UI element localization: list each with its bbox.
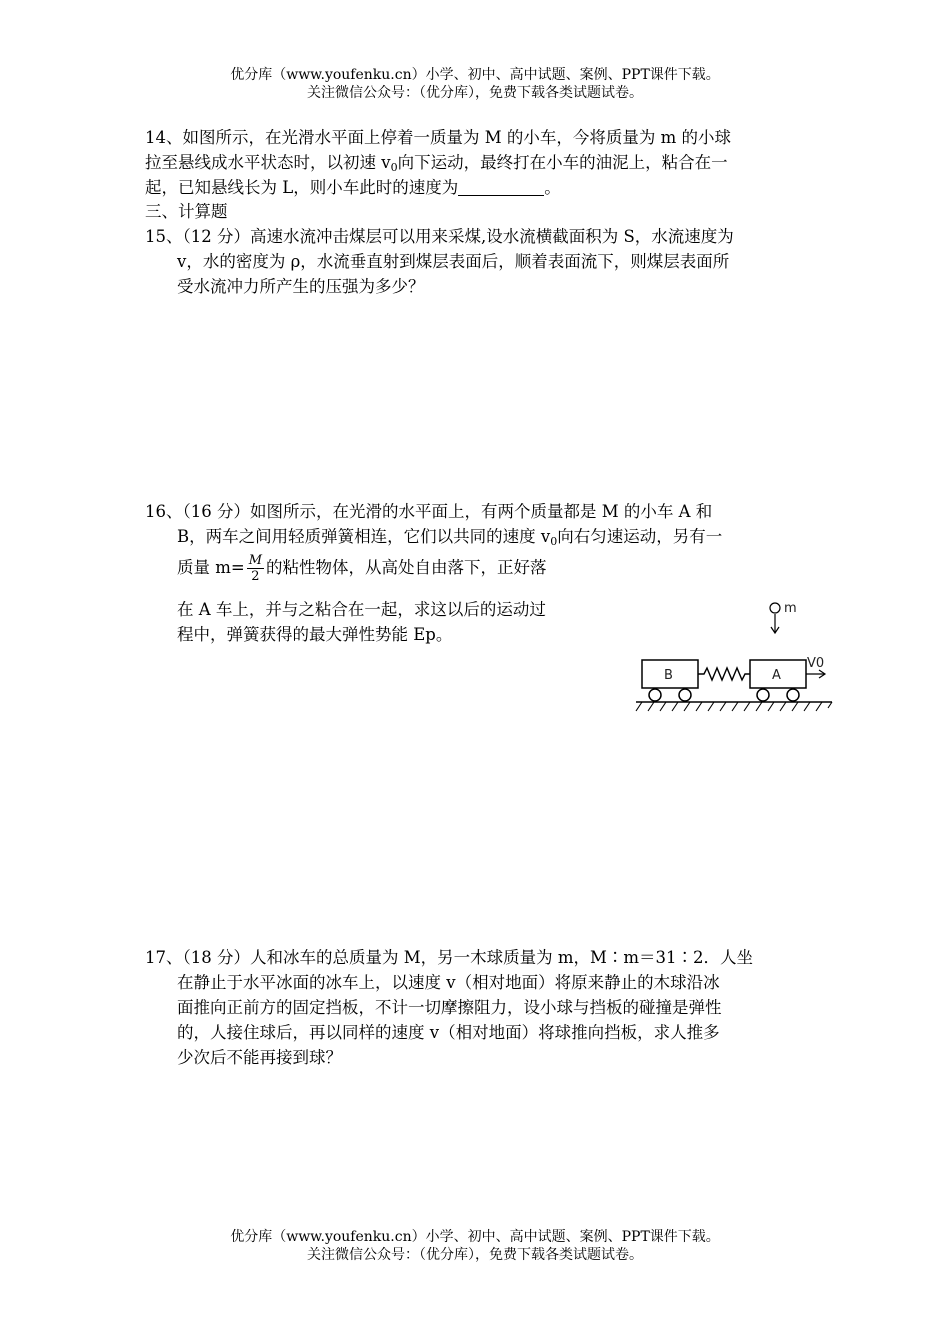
cart-b-label: B — [664, 668, 673, 683]
q14-line-2-text-a: 拉至悬线成水平状态时，以初速 v — [145, 153, 391, 172]
q16-line-3-text-a: 质量 m= — [177, 558, 245, 577]
q14-line-1: 14、如图所示，在光滑水平面上停着一质量为 M 的小车，今将质量为 m 的小球 — [145, 128, 732, 147]
q17-line-4: 的，人接住球后，再以同样的速度 v（相对地面）将球推向挡板，求人推多 — [177, 1023, 720, 1042]
page-header — [0, 66, 950, 102]
q16-line-3-text-b: 的粘性物体，从高处自由落下，正好落 — [266, 558, 547, 577]
q14-line-3 — [145, 176, 561, 200]
q17-line-3: 面推向正前方的固定挡板，不计一切摩擦阻力，设小球与挡板的碰撞是弹性 — [177, 998, 722, 1017]
q15-line-2: v，水的密度为 ρ，水流垂直射到煤层表面后，顺着表面流下，则煤层表面所 — [177, 252, 730, 271]
q17-line-1: 17、（18 分）人和冰车的总质量为 M，另一木球质量为 m，M∶m＝31∶2．人坐 — [145, 948, 754, 967]
q14-line-2-text-b: 向下运动，最终打在小车的油泥上，粘合在一 — [397, 153, 728, 172]
cart-b-wheel-right — [679, 689, 691, 701]
section-title: 三、计算题 — [145, 202, 228, 221]
ground-hatching — [636, 702, 832, 711]
q16-line-3 — [177, 553, 547, 584]
footer-line-1: 优分库（www.youfenku.cn）小学、初中、高中试题、案例、PPT课件下载。 — [230, 1229, 720, 1245]
q16-line-4: 在 A 车上，并与之粘合在一起，求这以后的运动过 — [177, 600, 546, 619]
q14-line-3-text: 起，已知悬线长为 L，则小车此时的速度为 — [145, 178, 459, 197]
velocity-label: V0 — [807, 656, 825, 671]
q16-line-1: 16、（16 分）如图所示，在光滑的水平面上，有两个质量都是 M 的小车 A 和 — [145, 502, 713, 521]
q15-line-3: 受水流冲力所产生的压强为多少？ — [177, 277, 425, 296]
q16-subscript-0: 0 — [550, 535, 558, 548]
q15-line-1: 15、（12 分）高速水流冲击煤层可以用来采煤,设水流横截面积为 S，水流速度为 — [145, 227, 734, 246]
cart-spring-figure — [632, 595, 837, 720]
cart-a-wheel-right — [787, 689, 799, 701]
mass-label: m — [784, 601, 797, 616]
q16-line-2 — [177, 525, 722, 554]
cart-b-wheel-left — [649, 689, 661, 701]
fraction-numerator: M — [248, 553, 263, 568]
header-line-1: 优分库（www.youfenku.cn）小学、初中、高中试题、案例、PPT课件下载。 — [230, 67, 720, 83]
answer-blank[interactable] — [458, 179, 544, 196]
footer-line-2: 关注微信公众号：（优分库），免费下载各类试题试卷。 — [307, 1247, 643, 1263]
fraction-denominator: 2 — [251, 569, 260, 584]
q16-line-5: 程中，弹簧获得的最大弹性势能 Ep。 — [177, 625, 453, 644]
falling-mass-ball — [770, 603, 780, 613]
q16-line-2-text-b: 向右匀速运动，另有一 — [557, 527, 723, 546]
q17-line-5: 少次后不能再接到球？ — [177, 1048, 342, 1067]
q17-line-2: 在静止于水平冰面的冰车上，以速度 v（相对地面）将原来静止的木球沿冰 — [177, 973, 720, 992]
q16-line-2-text-a: B，两车之间用轻质弹簧相连，它们以共同的速度 v — [177, 527, 551, 546]
q14-line-3-end: 。 — [544, 178, 561, 197]
page-footer — [0, 1228, 950, 1264]
q14-subscript-0: 0 — [390, 161, 398, 174]
cart-a-label: A — [772, 668, 781, 683]
fraction-m-over-2 — [247, 553, 264, 584]
spring — [698, 668, 750, 680]
cart-a-wheel-left — [757, 689, 769, 701]
header-line-2: 关注微信公众号：（优分库），免费下载各类试题试卷。 — [307, 85, 643, 101]
